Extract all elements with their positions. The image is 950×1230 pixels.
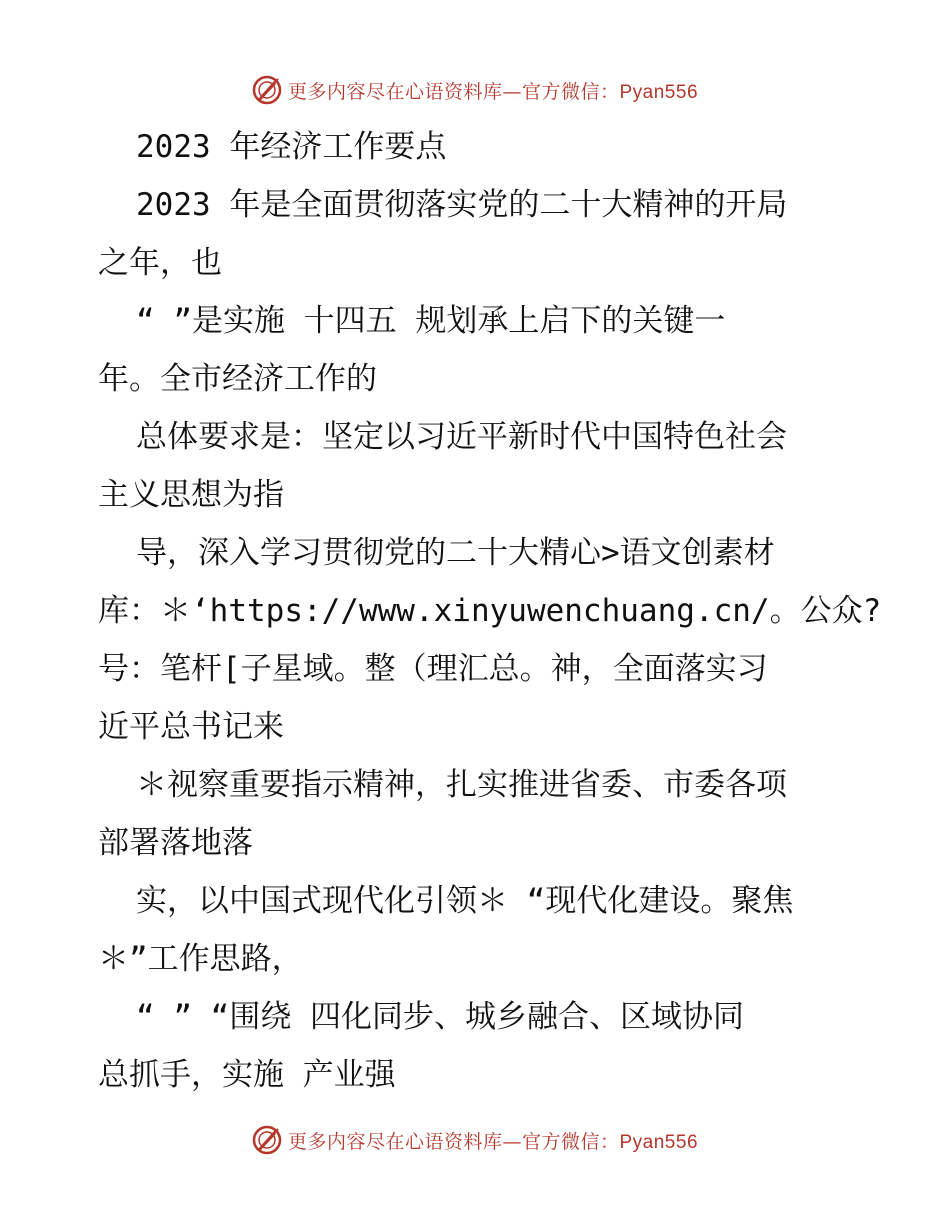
footer-banner-content [252, 1125, 698, 1155]
doc-line: 部署落地落 [98, 825, 253, 861]
quill-logo-icon [252, 75, 282, 105]
doc-line: 之年，也 [98, 245, 222, 281]
quill-logo-icon [252, 1125, 282, 1155]
doc-line: 总体要求是：坚定以习近平新时代中国特色社会 [136, 419, 787, 455]
footer-banner-separator: — [502, 1130, 522, 1153]
doc-line: 实，以中国式现代化引领＊ “现代化建设。聚焦 [136, 883, 794, 919]
header-banner-text [288, 77, 698, 104]
doc-line: 主义思想为指 [98, 477, 284, 513]
doc-line: “ ” “围绕 四化同步、城乡融合、区域协同 [136, 999, 744, 1035]
doc-line: 总抓手，实施 产业强 [98, 1057, 396, 1093]
footer-banner-main: 更多内容尽在心语资料库 [287, 1130, 503, 1153]
header-banner-main: 更多内容尽在心语资料库 [287, 80, 503, 103]
document-body [98, 118, 882, 1104]
doc-line: “ ”是实施 十四五 规划承上启下的关键一 [136, 303, 726, 339]
doc-line: 近平总书记来 [98, 709, 284, 745]
doc-line: 号：笔杆[子星域。整（理汇总。神，全面落实习 [98, 651, 768, 687]
header-banner-separator: — [502, 80, 522, 103]
doc-line: ＊视察重要指示精神，扎实推进省委、市委各项 [136, 767, 787, 803]
footer-banner [0, 1120, 950, 1160]
doc-line: 导，深入学习贯彻党的二十大精心>语文创素材 [136, 535, 775, 571]
header-banner-wechat-id: Pyan556 [619, 81, 699, 103]
footer-banner-wechat-id: Pyan556 [619, 1131, 699, 1153]
doc-line: 2023 年是全面贯彻落实党的二十大精神的开局 [136, 187, 788, 223]
doc-line: 年。全市经济工作的 [98, 361, 377, 397]
header-banner [0, 70, 950, 110]
footer-banner-wechat-label: 官方微信： [521, 1130, 620, 1153]
doc-line: 库：＊‘https://www.xinyuwenchuang.cn/。公众? [98, 593, 882, 629]
header-banner-wechat-label: 官方微信： [521, 80, 620, 103]
header-banner-content [252, 75, 698, 105]
doc-title: 2023 年经济工作要点 [136, 129, 447, 165]
footer-banner-text [288, 1127, 698, 1154]
doc-line: ＊”工作思路， [98, 941, 303, 977]
